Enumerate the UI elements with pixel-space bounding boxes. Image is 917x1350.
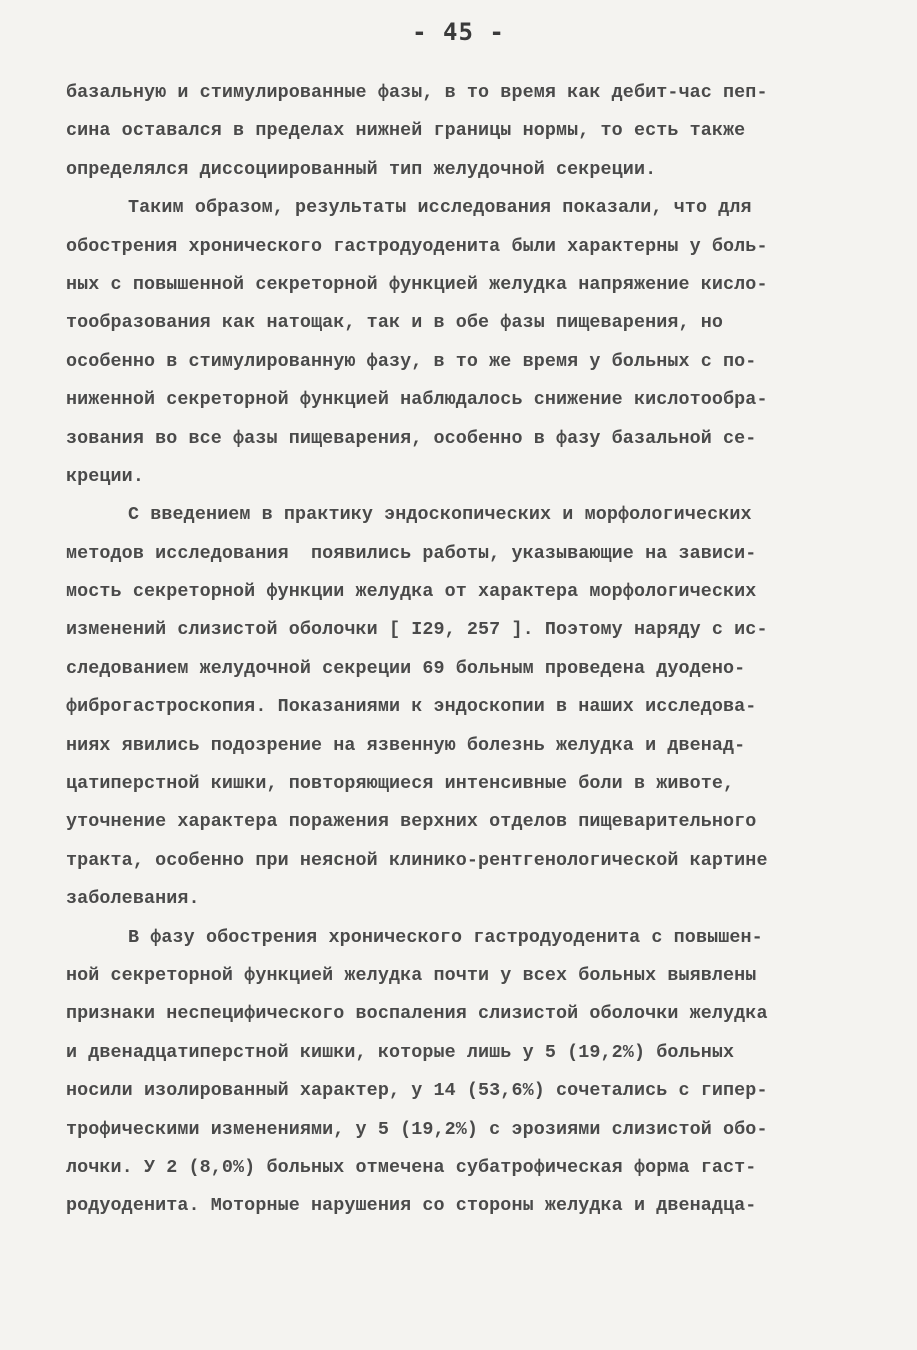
paragraph-first-line: В фазу обострения хронического гастродуоденита с повышен-	[128, 926, 763, 948]
text-line: методов исследования появились работы, указывающие на зависи-	[66, 542, 757, 564]
text-line: и двенадцатиперстной кишки, которые лишь у 5 (19,2%) больных	[66, 1041, 735, 1063]
page-number: - 45 -	[412, 18, 505, 46]
text-line: трофическими изменениями, у 5 (19,2%) с эрозиями слизистой обо-	[66, 1118, 768, 1140]
text-line: цатиперстной кишки, повторяющиеся интенсивные боли в животе,	[66, 773, 735, 795]
text-line: креции.	[66, 465, 144, 487]
paragraph-first-line: Таким образом, результаты исследования показали, что для	[128, 197, 752, 219]
text-line: родуоденита. Моторные нарушения со стороны желудка и двенадца-	[66, 1195, 757, 1217]
text-line: ниженной секреторной функцией наблюдалось снижение кислотообра-	[66, 389, 768, 411]
text-line: признаки неспецифического воспаления слизистой оболочки желудка	[66, 1003, 768, 1025]
text-line: базальную и стимулированные фазы, в то время как дебит-час пеп-	[66, 82, 768, 103]
text-line: ных с повышенной секреторной функцией желудка напряжение кисло-	[66, 273, 768, 295]
text-line: мость секреторной функции желудка от характера морфологических	[66, 581, 757, 603]
text-line: носили изолированный характер, у 14 (53,6%) сочетались с гипер-	[66, 1080, 768, 1102]
text-line: лочки. У 2 (8,0%) больных отмечена субатрофическая форма гаст-	[66, 1156, 757, 1178]
text-line: тракта, особенно при неясной клинико-рентгенологической картине	[66, 849, 768, 871]
text-line: определялся диссоциированный тип желудочной секреции.	[66, 158, 657, 180]
text-line: следованием желудочной секреции 69 больным проведена дуодено-	[66, 657, 746, 679]
paragraph-first-line: С введением в практику эндоскопических и морфологических	[128, 504, 752, 526]
body-text	[66, 74, 856, 1226]
text-line: изменений слизистой оболочки [ I29, 257 ]. Поэтому наряду с ис-	[66, 619, 768, 641]
text-line: уточнение характера поражения верхних отделов пищеварительного	[66, 811, 757, 833]
text-line: обострения хронического гастродуоденита были характерны у боль-	[66, 235, 768, 257]
text-line: ниях явились подозрение на язвенную болезнь желудка и двенад-	[66, 734, 746, 756]
text-line: фиброгастроскопия. Показаниями к эндоскопии в наших исследова-	[66, 696, 757, 718]
text-line: заболевания.	[66, 888, 200, 910]
text-line: ной секреторной функцией желудка почти у всех больных выявлены	[66, 964, 757, 986]
text-line: особенно в стимулированную фазу, в то же время у больных с по-	[66, 350, 757, 372]
text-line: тообразования как натощак, так и в обе фазы пищеварения, но	[66, 312, 724, 334]
text-line: сина оставался в пределах нижней границы нормы, то есть также	[66, 120, 746, 142]
text-line: зования во все фазы пищеварения, особенно в фазу базальной се-	[66, 427, 757, 449]
